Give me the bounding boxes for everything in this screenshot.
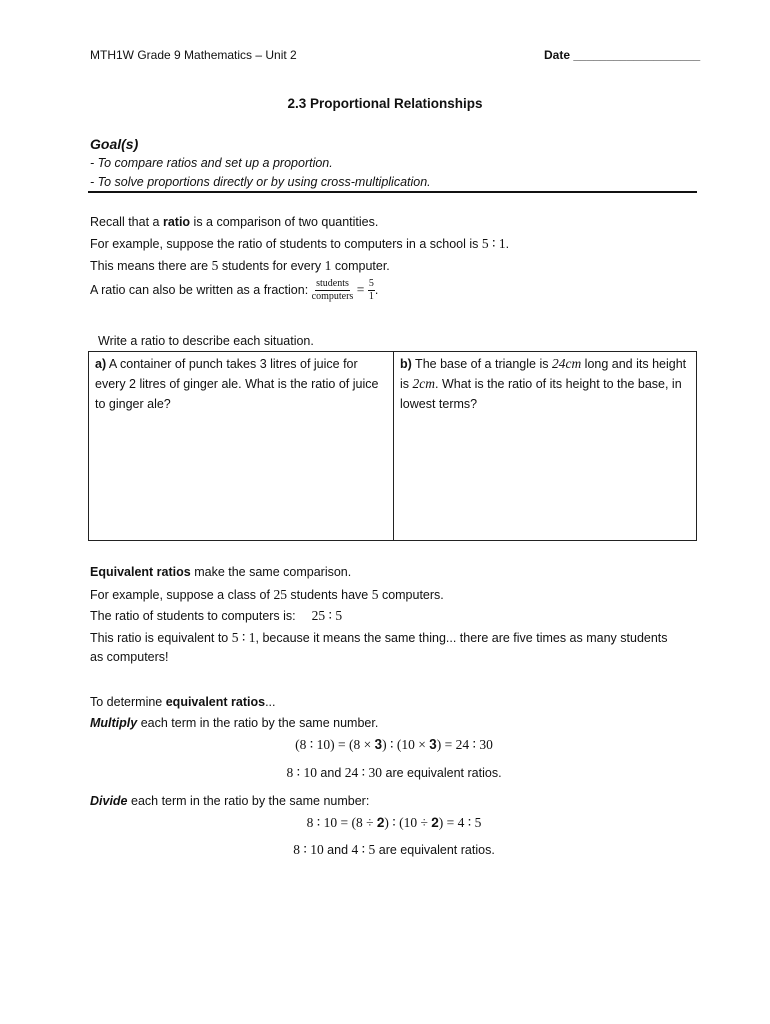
exercise-a: a) A container of punch takes 3 litres of juice for every 2 litres of ginger ale. What is the ratio of juice to ginger ale?: [89, 352, 394, 540]
recall-line-4: A ratio can also be written as a fraction: $\frac{\text{students}}{\text{computers}}$ = $\frac{5}{1}$ .: [90, 278, 379, 302]
fraction-five-one: $\frac{5}{1}$: [368, 278, 374, 302]
multiply-instruction: Multiply each term in the ratio by the same number.: [90, 716, 379, 730]
equivalent-line-2: For example, suppose a class of 25 students have 5 computers.: [90, 587, 444, 602]
course-header: MTH1W Grade 9 Mathematics – Unit 2: [90, 48, 297, 62]
exercise-table: [88, 351, 697, 541]
divide-instruction: Divide each term in the ratio by the same number:: [90, 794, 370, 808]
exercise-prompt: Write a ratio to describe each situation.: [98, 334, 314, 348]
goal-item: - To compare ratios and set up a proportion.: [90, 156, 333, 170]
equivalent-line-5: as computers!: [90, 650, 169, 664]
goals-heading: Goal(s): [90, 136, 139, 152]
divide-equation: 8 ∶ 10 = (8 ÷ 𝟐) ∶ (10 ÷ 𝟐) = 4 ∶ 5: [306, 815, 482, 830]
recall-line-3: This means there are 5 students for every 1 computer.: [90, 258, 390, 273]
date-field: Date ___________________: [544, 48, 701, 62]
page-title: 2.3 Proportional Relationships: [287, 96, 483, 111]
section-divider: [88, 191, 697, 193]
multiply-equation: (8 ∶ 10) = (8 × 𝟑) ∶ (10 × 𝟑) = 24 ∶ 30: [295, 737, 493, 752]
recall-line-2: For example, suppose the ratio of students to computers in a school is 5 ∶ 1.: [90, 236, 510, 251]
equivalent-line-1: Equivalent ratios make the same comparison.: [90, 565, 352, 579]
divide-note: 8 ∶ 10 and 4 ∶ 5 are equivalent ratios.: [293, 842, 495, 857]
recall-line-1: Recall that a ratio is a comparison of two quantities.: [90, 215, 379, 229]
multiply-note: 8 ∶ 10 and 24 ∶ 30 are equivalent ratios.: [286, 765, 502, 780]
equivalent-line-3: The ratio of students to computers is: 25 ∶ 5: [90, 608, 343, 623]
goal-item: - To solve proportions directly or by using cross-multiplication.: [90, 175, 431, 189]
exercise-b: b) The base of a triangle is 24cm long and its height is 2cm. What is the ratio of its height to the base, in lowest terms?: [400, 356, 687, 411]
fraction-students-computers: $\frac{\text{students}}{\text{computers}}$: [311, 278, 354, 302]
determine-intro: To determine equivalent ratios...: [90, 695, 276, 709]
equivalent-line-4: This ratio is equivalent to 5 ∶ 1, because it means the same thing... there are five times as many students: [90, 630, 668, 645]
